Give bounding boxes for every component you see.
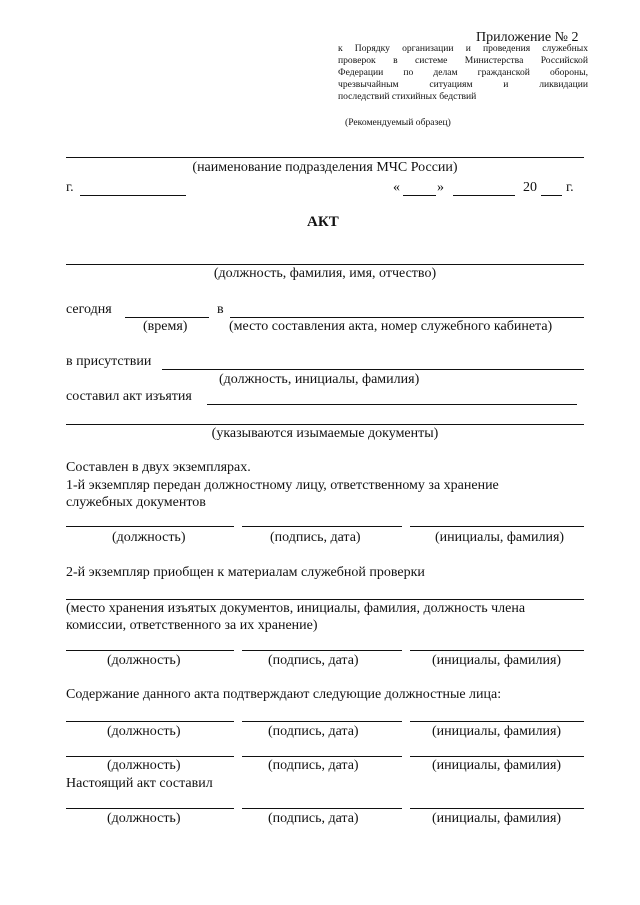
position-line[interactable] <box>66 756 234 757</box>
signature-caption: (подпись, дата) <box>268 724 359 739</box>
signature-line[interactable] <box>242 650 402 651</box>
confirm-text: Содержание данного акта подтверждают следующие должностные лица: <box>66 687 502 702</box>
position-line[interactable] <box>66 526 234 527</box>
position-caption: (должность) <box>107 724 181 739</box>
place-caption: (место составления акта, номер служебного кабинета) <box>229 319 553 334</box>
storage-line[interactable] <box>66 599 584 600</box>
appendix-line: последствий стихийных бедствий <box>338 91 477 102</box>
documents-caption: (указываются изымаемые документы) <box>211 426 439 441</box>
person-caption: (должность, фамилия, имя, отчество) <box>213 266 437 281</box>
initials-caption: (инициалы, фамилия) <box>432 758 562 773</box>
composed-text: Настоящий акт составил <box>66 776 213 791</box>
initials-caption: (инициалы, фамилия) <box>435 530 565 545</box>
copy1-text: 1-й экземпляр передан должностному лицу, ответственному за хранение <box>66 478 499 493</box>
appendix-line: чрезвычайным ситуациям и ликвидации <box>338 79 588 90</box>
act-title: АКТ <box>307 214 339 230</box>
presence-line[interactable] <box>162 369 584 370</box>
year-prefix: 20 <box>523 180 537 195</box>
position-caption: (должность) <box>107 653 181 668</box>
appendix-line: проверок в системе Министерства Российской <box>338 55 588 66</box>
signature-line[interactable] <box>242 808 402 809</box>
initials-line[interactable] <box>410 526 584 527</box>
appendix-line: к Порядку организации и проведения служебных <box>338 43 588 54</box>
year-line[interactable] <box>541 195 562 196</box>
storage-caption-cont: комиссии, ответственного за их хранение) <box>66 618 318 633</box>
documents-line[interactable] <box>66 424 584 425</box>
unit-name-caption: (наименование подразделения МЧС России) <box>192 160 458 175</box>
city-line[interactable] <box>80 195 186 196</box>
year-suffix: г. <box>566 180 574 195</box>
unit-name-line[interactable] <box>66 157 584 158</box>
position-line[interactable] <box>66 721 234 722</box>
appendix-title: Приложение № 2 <box>476 30 579 45</box>
signature-caption: (подпись, дата) <box>268 811 359 826</box>
signature-caption: (подпись, дата) <box>270 530 361 545</box>
appendix-line: Федерации по делам гражданской обороны, <box>338 67 588 78</box>
position-caption: (должность) <box>112 530 186 545</box>
today-label: сегодня <box>66 302 112 317</box>
storage-caption: (место хранения изъятых документов, инициалы, фамилия, должность члена <box>66 601 526 616</box>
position-line[interactable] <box>66 808 234 809</box>
initials-line[interactable] <box>410 650 584 651</box>
presence-caption: (должность, инициалы, фамилия) <box>219 372 420 387</box>
sample-note: (Рекомендуемый образец) <box>345 117 451 128</box>
position-caption: (должность) <box>107 811 181 826</box>
person-line[interactable] <box>66 264 584 265</box>
copy2-text: 2-й экземпляр приобщен к материалам служебной проверки <box>66 565 425 580</box>
presence-label: в присутствии <box>66 354 152 369</box>
initials-line[interactable] <box>410 756 584 757</box>
copy1-text-cont: служебных документов <box>66 495 206 510</box>
initials-line[interactable] <box>410 808 584 809</box>
in-label: в <box>217 302 224 317</box>
time-line[interactable] <box>125 317 209 318</box>
signature-line[interactable] <box>242 721 402 722</box>
day-line[interactable] <box>403 195 436 196</box>
position-line[interactable] <box>66 650 234 651</box>
month-line[interactable] <box>453 195 515 196</box>
signature-caption: (подпись, дата) <box>268 758 359 773</box>
initials-caption: (инициалы, фамилия) <box>432 811 562 826</box>
signature-line[interactable] <box>242 756 402 757</box>
date-close-quote: » <box>437 180 444 195</box>
initials-line[interactable] <box>410 721 584 722</box>
position-caption: (должность) <box>107 758 181 773</box>
initials-caption: (инициалы, фамилия) <box>432 653 562 668</box>
copies-text: Составлен в двух экземплярах. <box>66 460 251 475</box>
initials-caption: (инициалы, фамилия) <box>432 724 562 739</box>
seizure-line[interactable] <box>207 404 577 405</box>
seizure-label: составил акт изъятия <box>66 389 192 404</box>
city-prefix: г. <box>66 180 74 195</box>
signature-caption: (подпись, дата) <box>268 653 359 668</box>
date-open-quote: « <box>393 180 400 195</box>
place-line[interactable] <box>230 317 584 318</box>
time-caption: (время) <box>143 319 188 334</box>
signature-line[interactable] <box>242 526 402 527</box>
